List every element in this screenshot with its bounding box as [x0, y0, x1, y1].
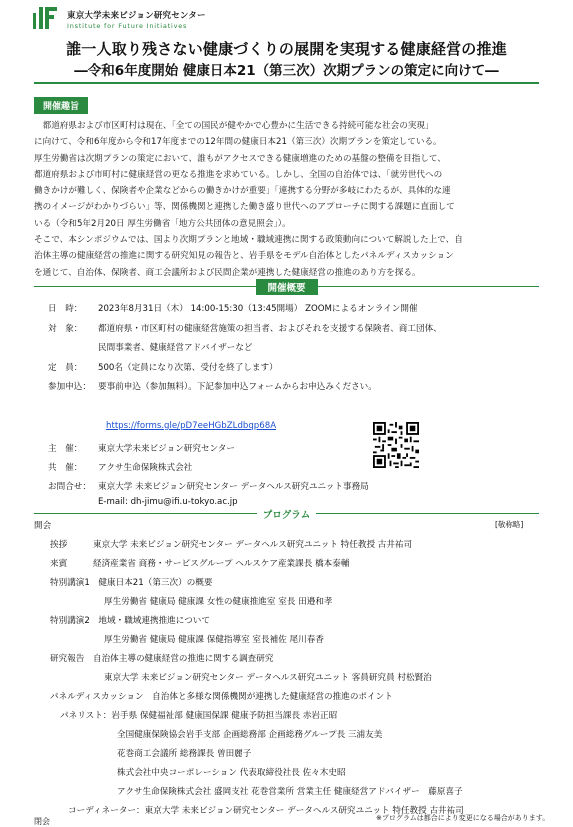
intro-line: いる（令和5年2月20日 厚生労働省「地方公共団体の意見照会」）。: [34, 218, 291, 229]
intro-paragraph-2: [34, 232, 544, 281]
intro-line: 都道府県および市町村に健康経営の更なる推進を求めている。しかし、全国の自治体では、「就労世代への: [34, 169, 443, 180]
apply-row: 参加申込： 要事前申込（参加無料）。下記参加申込フォームからお申込みください。: [48, 382, 377, 392]
program-item: パネリスト：岩手県 保健福祉部 健康国保課 健康予防担当課長 赤岩正昭: [60, 711, 338, 721]
org-name-en: Institute for Future Initiatives: [67, 21, 188, 30]
intro-line: そこで、本シンポジウムでは、国より次期プランと地域・職域連携に関する政策動向について解説した上で、自: [34, 235, 463, 245]
program-heading: プログラム: [34, 506, 539, 521]
program-item: 花巻商工会議所 総務課長 曽田麗子: [117, 749, 252, 759]
overview-heading: 開催概要: [34, 279, 539, 294]
intro-paragraph: [34, 118, 544, 232]
ifi-logo: [33, 7, 206, 31]
program-item: アクサ生命保険株式会社 盛岡支社 花巻営業所 営業主任 健康経営アドバイザー 藤原喜子: [117, 787, 463, 797]
program-item: 東京大学 未来ビジョン研究センター データヘルス研究ユニット 客員研究員 村松賢治: [104, 673, 432, 683]
cohost-row: 共 催： アクサ生命保険株式会社: [48, 463, 193, 473]
target-row: 対 象： 都道府県・市区町村の健康経営施策の担当者、およびそれを支援する保険者、商工団体、: [48, 324, 442, 334]
qr-code-icon[interactable]: [373, 422, 419, 468]
program-item: 研究報告 自治体主導の健康経営の推進に関する調査研究: [50, 654, 274, 664]
registration-link[interactable]: https://forms.gle/pD7eeHGbZLdbqp68A: [106, 421, 277, 431]
intro-line: 都道府県および市区町村は現在、「全ての国民が健やかで心豊かに生活できる持続可能な社会の実現」: [34, 121, 434, 131]
intro-line: を通じて、自治体、保険者、商工会議所および民間企業が連携した健康経営の推進のあり方を探る。: [34, 267, 421, 278]
host-row: 主 催： 東京大学未来ビジョン研究センター: [48, 444, 235, 454]
program-item: 特別講演2 地域・職域連携推進について: [50, 616, 210, 626]
intro-badge: 開催趣旨: [34, 97, 88, 114]
program-footnote: ※プログラムは都合により変更になる場合があります。: [376, 814, 550, 822]
honorifics-note: [敬称略]: [495, 520, 524, 529]
intro-line: 厚生労働省は次期プランの策定において、誰もがアクセスできる健康増進のための基盤の整備を目指して、: [34, 153, 446, 164]
title-divider: [34, 82, 539, 84]
intro-line: 治体主導の健康経営の推進に関する研究知見の報告と、岩手県をモデル自治体としたパネルディスカッション: [34, 251, 454, 262]
program-item: 来賓 経済産業省 商務・サービスグループ ヘルスケア産業課長 橋本泰輔: [50, 559, 350, 569]
program-close: 閉会: [34, 817, 50, 826]
program-item: 厚生労働省 健康局 健康課 女性の健康推進室 室長 田邉和孝: [104, 597, 333, 607]
intro-line: に向けて、令和6年度から令和17年度までの12年間の健康日本21（第三次）次期プランを策定している。: [34, 137, 442, 148]
program-item: 挨拶 東京大学 未来ビジョン研究センター データヘルス研究ユニット 特任教授 古井祐司: [50, 540, 413, 550]
target-row-cont: 民間事業者、健康経営アドバイザーなど: [98, 343, 253, 353]
email-row: E-mail: dh-jimu@ifi.u-tokyo.ac.jp: [98, 497, 238, 507]
org-name-ja: 東京大学未来ビジョン研究センター: [67, 10, 206, 21]
contact-row: お問合せ： 東京大学 未来ビジョン研究センター データヘルス研究ユニット事務局: [48, 482, 369, 492]
program-item: コーディネーター：東京大学 未来ビジョン研究センター データヘルス研究ユニット 特任教授 古井祐司: [68, 806, 464, 816]
program-open: 開会: [34, 521, 52, 531]
program-item: パネルディスカッション 自治体と多様な関係機関が連携した健康経営の推進のポイント: [50, 692, 393, 702]
program-item: 厚生労働省 健康局 健康課 保健指導室 室長補佐 尾川春香: [104, 635, 324, 645]
intro-line: 働きかけが難しく、保険者や企業などからの働きかけが重要」「連携する分野が多岐にわたるが、具体的な連: [34, 186, 451, 197]
program-item: 株式会社中央コーポレーション 代表取締役社長 佐々木史昭: [117, 768, 346, 778]
program-item: 全国健康保険協会岩手支部 企画総務部 企画総務グループ長 三浦友美: [117, 730, 383, 740]
page-title: 誰一人取り残さない健康づくりの展開を実現する健康経営の推進: [66, 40, 507, 58]
page-subtitle: ―令和6年度開始 健康日本21（第三次）次期プランの策定に向けて―: [74, 63, 499, 79]
capacity-row: 定 員： 500名（定員になり次第、受付を終了します）: [48, 363, 278, 373]
intro-line: 携のイメージがわかりづらい」等、関係機関と連携した働き盛り世代へのアプローチに関する課題に直面して: [34, 202, 455, 213]
date-row: 日 時： 2023年8月31日（木） 14:00-15:30（13:45開場） ZOOMによるオンライン開催: [48, 304, 418, 314]
program-item: 特別講演1 健康日本21（第三次）の概要: [50, 578, 213, 588]
ifi-logo-mark: [33, 7, 61, 31]
